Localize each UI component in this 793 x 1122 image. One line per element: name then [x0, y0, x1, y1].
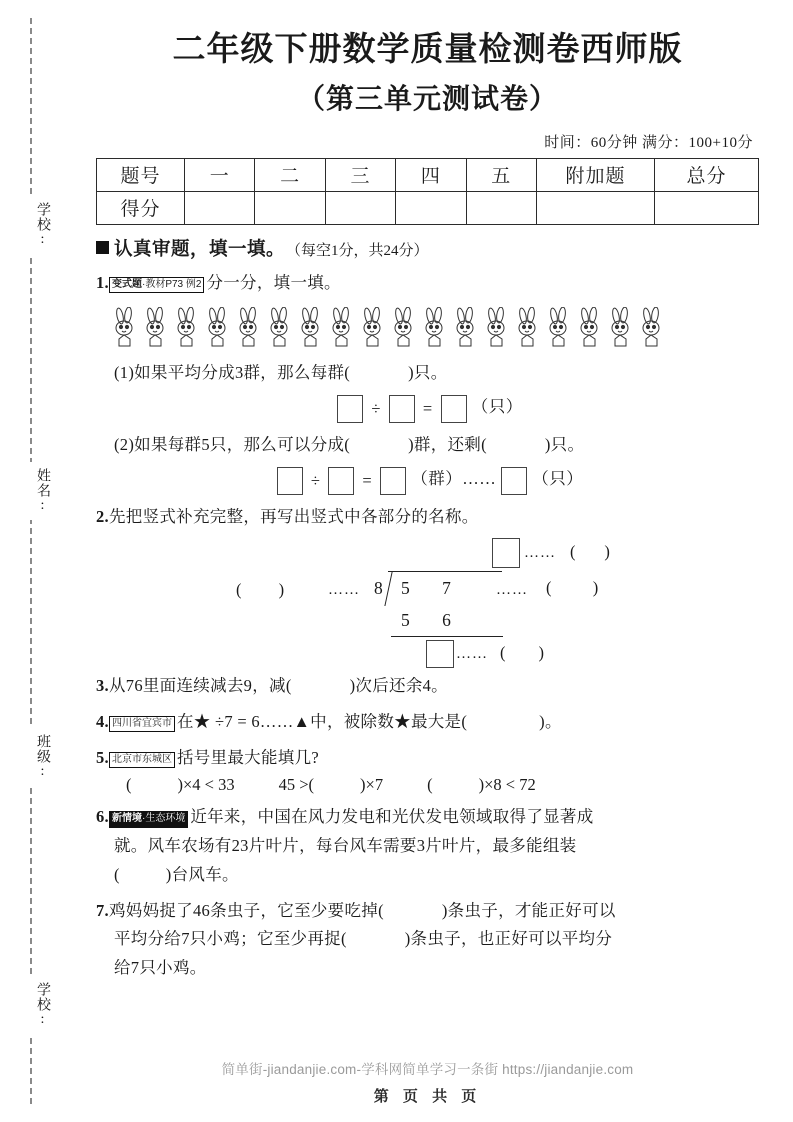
question-6-tag-rest: ·生态环境 [141, 813, 186, 825]
question-7-line-1-b: )条虫子，才能正好可以 [441, 900, 616, 920]
question-7 [96, 898, 759, 925]
rabbit-icon [172, 307, 202, 351]
question-5-item-2 [279, 775, 384, 795]
footer-watermark-url: 简单街-jiandanjie.com-学科网简单学习一条街 https://jiandanjie.com [221, 1062, 634, 1077]
section-points-text: （每空1分，共24分） [286, 242, 429, 259]
question-7-line-2-a: 平均分给7只小鸡；它至少再捉( [114, 929, 347, 949]
question-1-sub-2-text-a: 如果每群5只，那么可以分成( [134, 434, 351, 454]
score-cell-2[interactable] [255, 191, 325, 224]
answer-box[interactable] [277, 467, 303, 495]
rabbit-icon [203, 307, 233, 351]
question-6-tag [109, 811, 188, 828]
score-col-bonus: 附加题 [537, 158, 655, 191]
long-division-diagram [96, 536, 759, 664]
question-1-sub-2-text-b: )群，还剩( [408, 434, 487, 454]
question-3-text-b: )次后还余4。 [349, 676, 448, 696]
margin-label-school-top: 学校: [12, 196, 52, 254]
question-1-sub-2-label: (2) [114, 434, 135, 454]
question-5-item-3-post: )×8 < 72 [478, 775, 536, 795]
score-col-total: 总分 [655, 158, 759, 191]
question-4-tag: 四川省宜宾市 [109, 716, 175, 733]
question-2-text: 先把竖式补充完整，再写出竖式中各部分的名称。 [108, 506, 479, 526]
page-subtitle: （第三单元测试卷） [296, 82, 558, 114]
question-7-line-3-row [114, 955, 759, 982]
divide-sign: ÷ [310, 470, 321, 490]
question-1-sub-2-equation [96, 465, 759, 494]
question-5-item-2-pre: 45 >( [278, 775, 315, 795]
page-title: 二年级下册数学质量检测卷西师版 [172, 30, 683, 67]
question-5-tag: 北京市东城区 [109, 752, 175, 769]
question-4-number: 4. [96, 711, 109, 731]
product-value: 5 6 [401, 610, 465, 631]
footer-page-number: 第 页 共 页 [373, 1088, 482, 1105]
question-1-sub-1-equation [96, 393, 759, 422]
question-6-line-3-b: )台风车。 [165, 864, 239, 884]
score-col-5: 五 [466, 158, 536, 191]
rabbit-icon [637, 307, 667, 351]
dashed-fold-line [30, 18, 32, 1104]
score-col-2: 二 [255, 158, 325, 191]
remainder-name-blank[interactable]: ( ) [500, 643, 544, 663]
question-5-item-3 [427, 775, 536, 795]
question-1 [96, 270, 759, 297]
question-2 [96, 504, 759, 531]
score-cell-5[interactable] [466, 191, 536, 224]
rabbit-icon [389, 307, 419, 351]
question-5-text: 括号里最大能填几? [176, 747, 320, 767]
question-1-tag-rest: ·教材P73 例2 [141, 278, 202, 290]
answer-box[interactable] [441, 395, 467, 423]
rabbit-icon [234, 307, 264, 351]
remainder-dots: …… [462, 469, 497, 489]
exam-meta-info: 时间：60分钟 满分：100+10分 [544, 134, 753, 151]
remainder-dots: …… [456, 646, 488, 663]
table-row-header [97, 158, 759, 191]
question-6-line-1: 近年来，中国在风力发电和光伏发电领域取得了显著成 [190, 807, 594, 827]
quotient-answer-box[interactable] [492, 538, 520, 568]
remainder-answer-box[interactable] [426, 640, 454, 668]
rabbit-icon [513, 307, 543, 351]
question-5-items [126, 775, 759, 795]
division-bracket-icon [384, 572, 392, 606]
question-4-text-a: 在★ ÷7 = 6……▲中，被除数★最大是( [176, 711, 468, 731]
margin-label-school-bottom: 学校: [12, 976, 52, 1034]
question-4-text-b: )。 [539, 711, 562, 731]
question-5-item-1-pre: ( [126, 775, 132, 795]
dividend-dots: …… [496, 582, 528, 599]
question-1-text: 分一分，填一填。 [206, 272, 341, 292]
question-5-item-1 [126, 775, 235, 795]
question-1-sub-2-text-c: )只。 [544, 434, 585, 454]
margin-label-class: 班级: [12, 728, 52, 786]
question-6-line-3-row [114, 862, 759, 889]
rabbit-icon [544, 307, 574, 351]
equals-sign: = [362, 470, 373, 490]
rabbit-illustration-row [110, 305, 759, 351]
question-1-sub-1-unit: （只） [471, 397, 523, 417]
rabbit-icon [296, 307, 326, 351]
question-5 [96, 745, 759, 772]
question-6 [96, 804, 759, 831]
equals-sign: = [422, 398, 433, 418]
division-vinculum [388, 571, 502, 572]
rabbit-icon [265, 307, 295, 351]
score-table-label-number: 题号 [97, 158, 185, 191]
question-7-line-2-b: )条虫子，也正好可以平均分 [404, 929, 613, 949]
question-7-line-2-row [114, 926, 759, 953]
score-cell-bonus[interactable] [537, 191, 655, 224]
rabbit-icon [110, 307, 140, 351]
margin-label-name: 姓名: [12, 462, 52, 520]
question-7-line-1-a: 鸡妈妈捉了46条虫子，它至少要吃掉( [108, 900, 384, 920]
section-heading-one [96, 235, 759, 261]
question-2-number: 2. [96, 506, 109, 526]
question-6-tag-bold: 新情境 [111, 813, 142, 825]
score-cell-3[interactable] [325, 191, 395, 224]
question-6-line-2-row [114, 833, 759, 860]
question-6-line-2: 就。风车农场有23片叶片，每台风车需要3片叶片，最多能组装 [114, 836, 577, 856]
rabbit-icon [358, 307, 388, 351]
question-5-number: 5. [96, 747, 109, 767]
rabbit-icon [327, 307, 357, 351]
question-6-number: 6. [96, 807, 109, 827]
question-1-sub-1-text-b: )只。 [408, 362, 448, 382]
answer-box[interactable] [380, 467, 406, 495]
question-3 [96, 673, 759, 700]
question-5-item-2-post: )×7 [360, 775, 384, 795]
score-col-3: 三 [325, 158, 395, 191]
question-3-text-a: 从76里面连续减去9，减( [108, 676, 292, 696]
answer-box[interactable] [328, 467, 354, 495]
quotient-name-blank[interactable]: ( ) [570, 542, 610, 562]
left-binding-margin [0, 0, 62, 1122]
score-table-label-score: 得分 [97, 191, 185, 224]
exam-page [62, 0, 793, 1122]
quotient-dots: …… [524, 545, 556, 562]
answer-box[interactable] [337, 395, 363, 423]
question-1-sub-2-unit-tail: （只） [532, 469, 584, 489]
table-row-scores [97, 191, 759, 224]
question-7-line-3: 给7只小鸡。 [114, 958, 207, 977]
question-1-sub-1-label: (1) [114, 362, 135, 382]
question-1-tag [109, 277, 204, 294]
score-table [96, 158, 759, 225]
rabbit-icon [451, 307, 481, 351]
divisor-name-blank[interactable]: ( ) [236, 580, 285, 600]
rabbit-icon [575, 307, 605, 351]
dividend-name-blank[interactable]: ( ) [546, 578, 599, 598]
score-col-4: 四 [396, 158, 466, 191]
answer-box[interactable] [501, 467, 527, 495]
subtraction-line [391, 636, 503, 637]
section-title-text: 认真审题，填一填。 [114, 239, 286, 260]
rabbit-icon [420, 307, 450, 351]
score-cell-1[interactable] [185, 191, 255, 224]
divisor-dots: …… [328, 582, 360, 599]
question-7-number: 7. [96, 900, 109, 920]
question-1-number: 1. [96, 272, 109, 292]
question-1-sub-2 [114, 432, 759, 459]
rabbit-icon [482, 307, 512, 351]
divisor-value: 8 [374, 578, 383, 599]
question-6-line-3-a: ( [114, 864, 120, 884]
page-footer [62, 1058, 793, 1106]
dividend-value: 5 7 [401, 578, 465, 599]
rabbit-icon [141, 307, 171, 351]
question-5-item-3-pre: ( [427, 775, 433, 795]
question-1-sub-2-unit-group: （群） [411, 469, 463, 489]
square-bullet-icon [96, 241, 109, 254]
question-5-item-1-post: )×4 < 33 [177, 775, 235, 795]
rabbit-icon [606, 307, 636, 351]
question-1-tag-bold: 变式题 [111, 278, 142, 290]
question-1-sub-1-text-a: 如果平均分成3群，那么每群( [134, 362, 351, 382]
question-4 [96, 709, 759, 736]
score-cell-total[interactable] [655, 191, 759, 224]
score-cell-4[interactable] [396, 191, 466, 224]
question-3-number: 3. [96, 676, 109, 696]
divide-sign: ÷ [371, 398, 381, 418]
answer-box[interactable] [389, 395, 415, 423]
question-1-sub-1 [114, 360, 759, 387]
score-col-1: 一 [185, 158, 255, 191]
